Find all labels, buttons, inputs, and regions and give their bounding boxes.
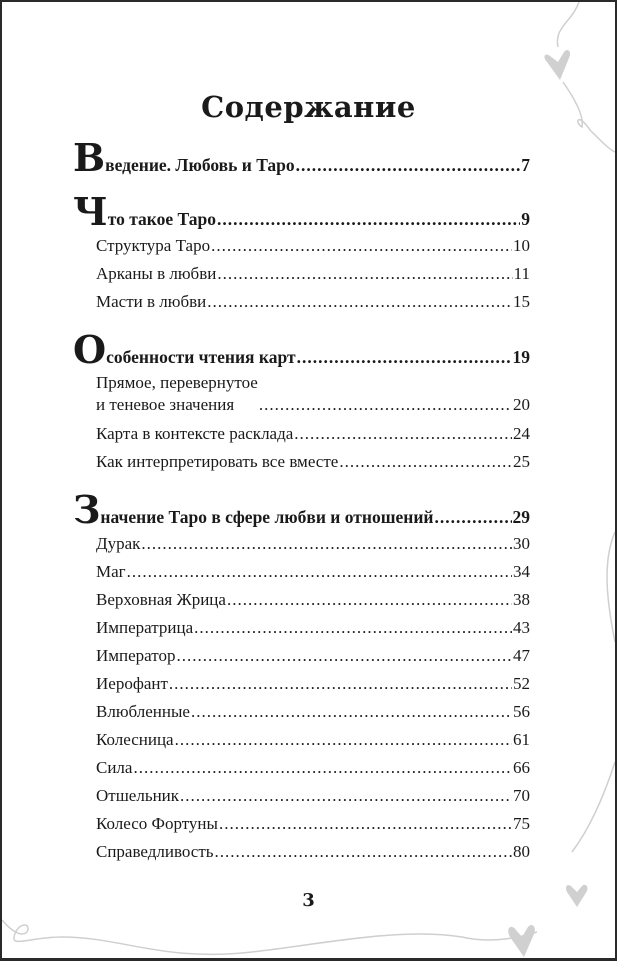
dot-leader xyxy=(211,232,512,260)
page-ref: 20 xyxy=(513,395,530,414)
page-ref: 7 xyxy=(521,155,530,175)
section-title-rest: ведение. Любовь и Таро xyxy=(105,155,295,175)
toc-section-entry[interactable] xyxy=(73,189,530,234)
page-ref: 56 xyxy=(513,702,530,721)
dot-leader xyxy=(175,726,512,754)
entry-title: Маг xyxy=(96,562,126,581)
toc-section-entry[interactable] xyxy=(73,327,530,372)
toc-entry[interactable] xyxy=(73,370,530,420)
dot-leader xyxy=(141,530,512,558)
dot-leader xyxy=(180,782,512,810)
drop-cap: В xyxy=(73,135,106,180)
entry-title: Структура Таро xyxy=(96,236,211,255)
page-ref: 80 xyxy=(513,842,530,861)
section-title xyxy=(73,327,296,372)
entry-title: Верховная Жрица xyxy=(96,590,226,609)
toc-entry[interactable] xyxy=(73,782,530,810)
entry-title: Императрица xyxy=(96,618,194,637)
toc-entry[interactable] xyxy=(73,586,530,614)
entry-title: Прямое, перевернутое и теневое значения xyxy=(96,373,258,414)
page-ref: 19 xyxy=(512,347,530,367)
toc-entry[interactable] xyxy=(73,810,530,838)
entry-title: Масти в любви xyxy=(96,292,207,311)
section-title xyxy=(73,487,434,532)
toc-entry[interactable] xyxy=(73,838,530,866)
dot-leader xyxy=(339,448,512,476)
drop-cap: З xyxy=(73,487,101,532)
drop-cap: Ч xyxy=(73,189,108,234)
dot-leader xyxy=(297,342,512,372)
page-ref: 38 xyxy=(513,590,530,609)
dot-leader xyxy=(259,394,512,416)
page-ref: 43 xyxy=(513,618,530,637)
entry-title: Колесо Фортуны xyxy=(96,814,218,833)
toc-entry[interactable] xyxy=(73,530,530,558)
dot-leader xyxy=(207,288,512,316)
toc-entry[interactable] xyxy=(73,420,530,448)
dot-leader xyxy=(217,260,512,288)
toc-entry[interactable] xyxy=(73,642,530,670)
section-title xyxy=(73,135,295,180)
page-ref: 70 xyxy=(513,786,530,805)
toc-entry[interactable] xyxy=(73,260,530,288)
dot-leader xyxy=(296,150,521,180)
book-page xyxy=(2,2,615,958)
dot-leader xyxy=(127,558,512,586)
dot-leader xyxy=(169,670,512,698)
page-ref: 9 xyxy=(521,209,530,229)
page-ref: 25 xyxy=(513,452,530,471)
page-ref: 34 xyxy=(513,562,530,581)
page-ref: 47 xyxy=(513,646,530,665)
toc-section-entry[interactable] xyxy=(73,487,530,532)
page-ref: 11 xyxy=(513,264,530,283)
toc-entry[interactable] xyxy=(73,698,530,726)
section-title-rest: начение Таро в сфере любви и отношений xyxy=(100,507,434,527)
dot-leader xyxy=(191,698,512,726)
dot-leader xyxy=(227,586,512,614)
entry-title: Отшельник xyxy=(96,786,180,805)
section-title xyxy=(73,189,216,234)
toc-section-entry[interactable] xyxy=(73,135,530,180)
dot-leader xyxy=(177,642,513,670)
page-ref: 29 xyxy=(512,507,530,527)
page-ref: 24 xyxy=(513,424,530,443)
entry-title: Как интерпретировать все вместе xyxy=(96,452,339,471)
dot-leader xyxy=(215,838,512,866)
page-ref: 10 xyxy=(513,236,530,255)
entry-title: Колесница xyxy=(96,730,174,749)
toc-entry[interactable] xyxy=(73,614,530,642)
dot-leader xyxy=(219,810,512,838)
section-title-rest: собенности чтения карт xyxy=(106,347,296,367)
entry-title: Карта в контексте расклада xyxy=(96,424,294,443)
table-of-contents xyxy=(73,135,530,866)
dot-leader xyxy=(194,614,512,642)
page-ref: 61 xyxy=(513,730,530,749)
dot-leader xyxy=(435,502,512,532)
entry-title: Арканы в любви xyxy=(96,264,217,283)
toc-entry[interactable] xyxy=(73,232,530,260)
entry-title: Император xyxy=(96,646,176,665)
entry-title: Влюбленные xyxy=(96,702,190,721)
toc-entry[interactable] xyxy=(73,754,530,782)
toc-entry[interactable] xyxy=(73,726,530,754)
page-ref: 15 xyxy=(513,292,530,311)
page-ref: 52 xyxy=(513,674,530,693)
page-ref: 30 xyxy=(513,534,530,553)
page-ref: 75 xyxy=(513,814,530,833)
dot-leader xyxy=(217,204,520,234)
page-title: Содержание xyxy=(201,90,416,124)
drop-cap: О xyxy=(73,327,107,372)
page-ref: 66 xyxy=(513,758,530,777)
entry-title: Иерофант xyxy=(96,674,168,693)
entry-title: Справедливость xyxy=(96,842,214,861)
toc-entry[interactable] xyxy=(73,288,530,316)
toc-entry[interactable] xyxy=(73,558,530,586)
page-number: 3 xyxy=(302,890,315,911)
entry-title: Дурак xyxy=(96,534,141,553)
entry-title: Сила xyxy=(96,758,133,777)
toc-entry[interactable] xyxy=(73,670,530,698)
dot-leader xyxy=(294,420,512,448)
toc-entry[interactable] xyxy=(73,448,530,476)
dot-leader xyxy=(133,754,512,782)
section-title-rest: то такое Таро xyxy=(107,209,216,229)
